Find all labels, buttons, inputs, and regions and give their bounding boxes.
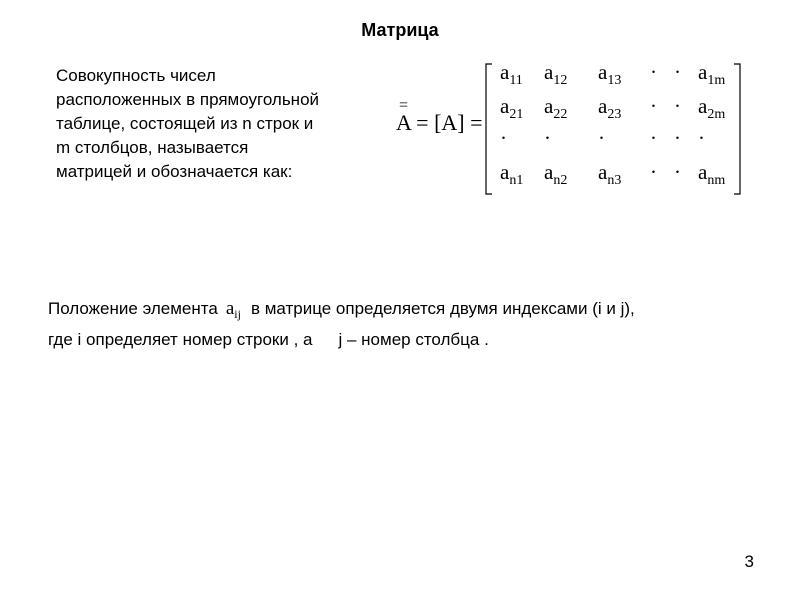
position-text-before: Положение элемента <box>48 299 218 318</box>
matrix-cell-base: a <box>598 160 608 184</box>
matrix-cell <box>650 94 657 118</box>
matrix-cell-index: 22 <box>553 107 568 122</box>
matrix-cell-index: 13 <box>607 73 622 88</box>
matrix-cell <box>500 60 523 93</box>
matrix-cell <box>650 126 657 150</box>
matrix-cell <box>650 160 657 184</box>
formula-lhs-text: A = [A] = <box>396 110 483 135</box>
matrix-cell <box>598 160 621 193</box>
matrix-cell <box>650 60 657 84</box>
matrix-left-bracket <box>486 64 492 194</box>
matrix-cell <box>698 160 725 193</box>
matrix-cell <box>674 94 681 118</box>
matrix-cell-base: a <box>544 94 554 118</box>
definition-line: Совокупность чисел <box>56 66 216 85</box>
matrix-cell-base: · <box>674 94 681 118</box>
matrix-cell <box>598 94 621 127</box>
matrix-cell-base: · <box>544 126 551 150</box>
element-symbol <box>226 296 241 327</box>
matrix-cell-base: a <box>598 60 608 84</box>
element-symbol-index: ij <box>234 307 241 321</box>
position-text-part1: где i определяет номер строки , а <box>48 330 313 349</box>
definition-line: m столбцов, называется <box>56 138 249 157</box>
matrix-cell-index: 23 <box>607 107 622 122</box>
slide-title: Матрица <box>361 20 439 40</box>
matrix-right-bracket <box>734 64 740 194</box>
matrix-cell-base: a <box>500 94 510 118</box>
matrix-cell <box>544 126 551 150</box>
definition-line: расположенных в прямоугольной <box>56 90 320 109</box>
matrix-cell-base: a <box>698 160 708 184</box>
matrix-cell-base: a <box>500 60 510 84</box>
matrix-cell-index: n2 <box>553 173 568 188</box>
matrix-cell-index: n1 <box>509 173 524 188</box>
definition-line: таблице, состоящей из n строк и <box>56 114 314 133</box>
matrix-cell-index: 12 <box>553 73 568 88</box>
matrix-cell <box>674 126 681 150</box>
matrix-cell-base: · <box>500 126 507 150</box>
matrix-cell-index: nm <box>707 173 726 188</box>
matrix-cell-base: a <box>698 60 708 84</box>
matrix-cell <box>544 160 567 193</box>
matrix-cell <box>598 126 605 150</box>
page-number: 3 <box>744 552 754 571</box>
matrix-cell-base: · <box>650 160 657 184</box>
matrix-cell-index: 1m <box>707 73 726 88</box>
matrix-cell-base: a <box>544 60 554 84</box>
matrix-cell-index: n3 <box>607 173 622 188</box>
matrix-cell <box>544 94 567 127</box>
matrix-definition-text <box>56 64 376 184</box>
matrix-cell-base: a <box>598 94 608 118</box>
matrix-cell <box>500 94 523 127</box>
matrix-cell-base: · <box>674 60 681 84</box>
matrix-cell <box>698 60 725 93</box>
matrix-cell-base: a <box>544 160 554 184</box>
matrix-cell-base: · <box>650 126 657 150</box>
matrix-formula <box>392 54 772 204</box>
matrix-cell-base: · <box>674 160 681 184</box>
matrix-cell <box>544 60 567 93</box>
matrix-cell-base: a <box>500 160 510 184</box>
definition-line: матрицей и обозначается как: <box>56 162 293 181</box>
matrix-cell-index: 21 <box>509 107 524 122</box>
matrix-cell-base: · <box>650 94 657 118</box>
matrix-cell-index: 2m <box>707 107 726 122</box>
matrix-cell <box>500 126 507 150</box>
matrix-cell-index: 11 <box>509 73 523 88</box>
matrix-cell <box>698 94 725 127</box>
matrix-cell-base: · <box>598 126 605 150</box>
matrix-cell-base: a <box>698 94 708 118</box>
position-text-after: в матрице определяется двумя индексами (i и j), <box>250 299 635 318</box>
element-position-text <box>48 296 768 353</box>
matrix-cell-base: · <box>674 126 681 150</box>
matrix-cell <box>674 60 681 84</box>
position-text-part2: j – номер столбца . <box>338 330 489 349</box>
position-line-2 <box>48 327 768 353</box>
matrix-cell-base: · <box>650 60 657 84</box>
matrix-cell <box>500 160 523 193</box>
matrix-overbar-symbol: = <box>399 97 409 114</box>
element-symbol-base: a <box>225 298 235 319</box>
matrix-cell <box>674 160 681 184</box>
matrix-cell-base: · <box>698 126 705 150</box>
matrix-cell <box>598 60 621 93</box>
position-line-1 <box>48 296 768 327</box>
matrix-cell <box>698 126 705 150</box>
